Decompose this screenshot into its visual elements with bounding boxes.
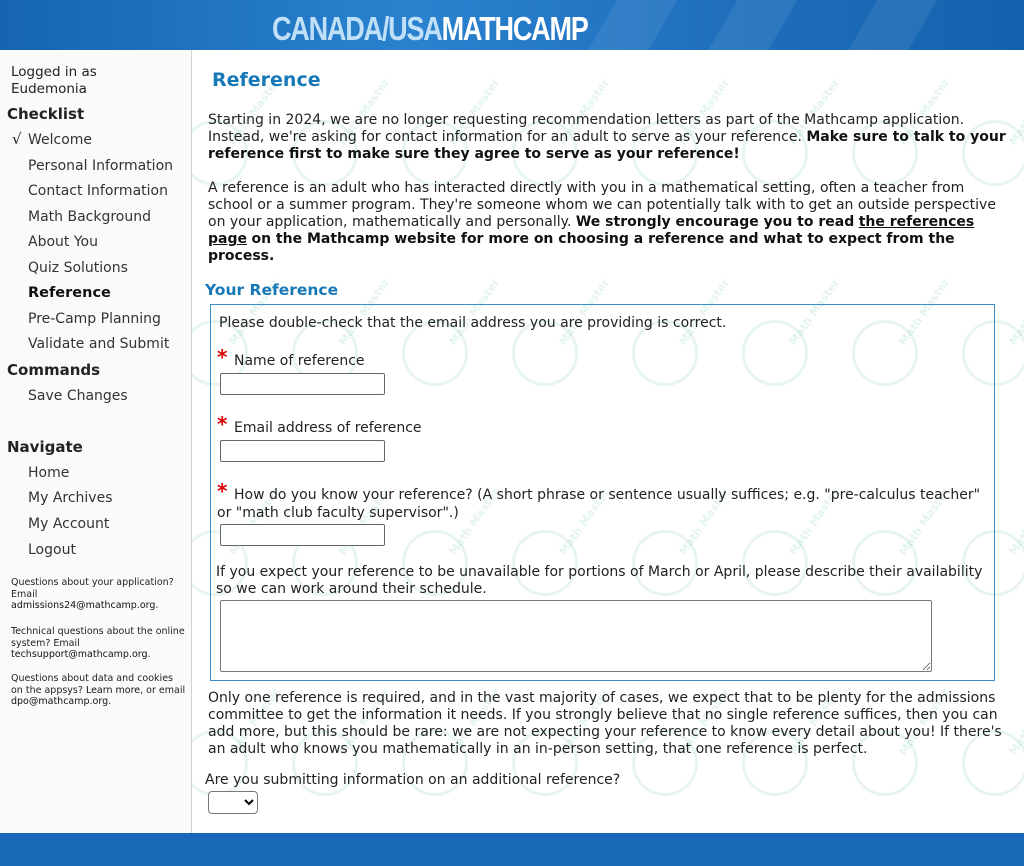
intro-text: Starting in 2024, we are no longer requesting recommendation letters as part of the Mathcamp application. Instead, we're asking for contact information for an adult to serve as your reference. <box>208 112 965 145</box>
techsupport-email-link[interactable]: techsupport@mathcamp.org <box>11 649 148 660</box>
data-note-text: Questions about data and cookies on the appsys? <box>11 673 173 696</box>
admissions-note: Questions about your application? Email admissions24@mathcamp.org. <box>11 577 174 611</box>
how-know-reference-label-line2: or "math club faculty supervisor".) <box>217 505 459 521</box>
techsupport-note: Technical questions about the online system? Email techsupport@mathcamp.org. <box>11 626 185 660</box>
intro-emphasis: Make sure to talk to your reference first to make sure they agree to serve as your reference! <box>208 129 1006 162</box>
reference-form-box <box>210 304 995 681</box>
checklist-item-about-you[interactable]: About You <box>28 234 98 250</box>
admissions-note-text: Questions about your application? Email <box>11 577 174 600</box>
dpo-email-link[interactable]: dpo@mathcamp.org <box>11 696 109 707</box>
page-title: Reference <box>212 69 321 91</box>
checklist-item-personal-information[interactable]: Personal Information <box>28 158 174 174</box>
how-know-reference-label-line1: How do you know your reference? (A short phrase or sentence usually suffices; e.g. "pre-calculus teacher" <box>234 487 981 503</box>
logged-in-label: Logged in as <box>11 64 97 80</box>
required-asterisk: * <box>217 345 228 369</box>
checklist-item-quiz-solutions[interactable]: Quiz Solutions <box>28 260 128 276</box>
checklist-item-contact-information[interactable]: Contact Information <box>28 183 168 199</box>
references-page-link[interactable]: the references page <box>208 214 975 247</box>
intro-paragraph <box>208 112 1008 163</box>
name-of-reference-input[interactable] <box>220 373 385 395</box>
checklist-item-reference[interactable]: Reference <box>28 285 111 301</box>
explainer-emphasis-2: on the Mathcamp website for more on choosing a reference and what to expect from the process. <box>208 231 955 264</box>
save-changes-link[interactable]: Save Changes <box>28 388 128 404</box>
email-of-reference-label: Email address of reference <box>234 420 422 436</box>
techsupport-note-text: Technical questions about the online system? Email <box>11 626 185 649</box>
checkmark-icon: √ <box>12 130 22 148</box>
footer-bar <box>0 833 1024 866</box>
email-of-reference-input[interactable] <box>220 440 385 462</box>
logo-part2: MATHCAMP <box>441 10 588 47</box>
nav-logout[interactable]: Logout <box>28 542 76 558</box>
checklist-item-validate-and-submit[interactable]: Validate and Submit <box>28 336 170 352</box>
header-banner <box>0 0 1024 50</box>
required-asterisk: * <box>217 412 228 436</box>
availability-textarea[interactable] <box>220 600 932 672</box>
availability-label-line2: so we can work around their schedule. <box>216 581 487 597</box>
navigate-heading: Navigate <box>7 438 83 456</box>
sidebar <box>0 50 192 833</box>
explainer-emphasis-1: We strongly encourage you to read <box>575 214 855 230</box>
your-reference-heading: Your Reference <box>205 281 339 299</box>
availability-label-line1: If you expect your reference to be unavailable for portions of March or April, please describe their availability <box>216 564 983 580</box>
mathcamp-logo[interactable] <box>272 9 588 49</box>
one-reference-paragraph: Only one reference is required, and in the vast majority of cases, we expect that to be plenty for the admissions committee to get the information it needs. If you strongly believe that no single reference suffices, then you can add more, but this should be rare: we are not expecting your reference to know every detail about you! If there's an adult who knows you mathematically in an in-person setting, that one reference is perfect. <box>208 690 1002 757</box>
how-know-reference-input[interactable] <box>220 524 385 546</box>
additional-reference-select[interactable] <box>208 791 258 814</box>
nav-home[interactable]: Home <box>28 465 70 481</box>
explainer-text: A reference is an adult who has interacted directly with you in a mathematical setting, often a teacher from school or a summer program. They're someone whom we can potentially talk with to get an outside perspective on your application, mathematically and personally. <box>208 180 996 230</box>
admissions-email-link[interactable]: admissions24@mathcamp.org <box>11 600 156 611</box>
commands-heading: Commands <box>7 361 101 379</box>
reference-explainer-paragraph <box>208 180 1008 265</box>
data-note: Questions about data and cookies on the appsys? Learn more, or email dpo@mathcamp.org. <box>11 673 186 707</box>
data-note-mid: , or email <box>140 684 186 696</box>
nav-my-archives[interactable]: My Archives <box>28 490 113 506</box>
logo-part1: CANADA/USA <box>272 10 442 47</box>
checklist-item-pre-camp-planning[interactable]: Pre-Camp Planning <box>28 311 161 327</box>
username: Eudemonia <box>11 81 87 97</box>
checklist-item-math-background[interactable]: Math Background <box>28 209 151 225</box>
main-content <box>192 50 1024 833</box>
required-asterisk: * <box>217 479 228 503</box>
additional-reference-question: Are you submitting information on an additional reference? <box>205 772 621 788</box>
checklist-heading: Checklist <box>7 105 85 123</box>
name-of-reference-label: Name of reference <box>234 353 365 369</box>
nav-my-account[interactable]: My Account <box>28 516 110 532</box>
checklist-item-welcome[interactable]: Welcome <box>28 132 93 148</box>
learn-more-link[interactable]: Learn more <box>85 684 141 696</box>
email-check-notice: Please double-check that the email address you are providing is correct. <box>219 315 727 331</box>
